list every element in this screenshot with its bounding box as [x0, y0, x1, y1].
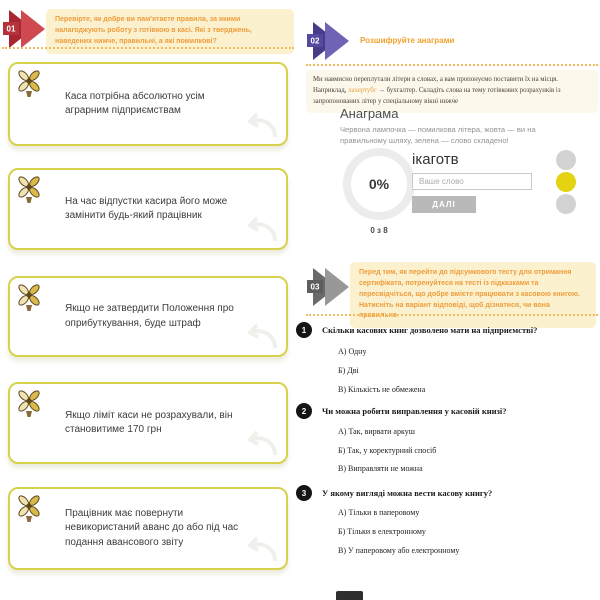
progress-percent: 0% [368, 176, 390, 192]
separator-dotted [2, 47, 294, 49]
flip-back-icon [242, 112, 278, 139]
svg-text:01: 01 [6, 24, 16, 34]
anagram-example-word: лахертубг [348, 86, 377, 94]
flip-card[interactable] [8, 62, 288, 146]
windmill-icon [16, 68, 42, 98]
question-number: 3 [296, 485, 312, 501]
progress-ring [343, 148, 415, 220]
card-statement: Якщо не затвердити Положення про оприбуткування, буде штраф [65, 303, 234, 329]
description-text: Ми навмисно переплутали літери в словах, а вам пропонуємо поставити їх на місця. Наприклад, [313, 76, 558, 94]
flip-card[interactable] [8, 487, 288, 570]
flip-card[interactable] [8, 168, 288, 250]
step-02-title: Розшифруйте анаграми [360, 36, 455, 45]
answer-option[interactable]: В) У паперовому або електронному [338, 546, 460, 555]
windmill-icon [16, 493, 42, 523]
flip-back-icon [242, 216, 278, 243]
answer-option[interactable]: А) Так, вирвати аркуш [338, 427, 415, 436]
svg-text:03: 03 [310, 282, 320, 292]
red-light-indicator [556, 150, 576, 170]
answer-input[interactable] [412, 173, 532, 190]
description-text: → бухгалтер. Складіть слова на тему готівкових розрахунків із запропонованих літер у спеціальному вікні нижче [313, 86, 561, 105]
answer-option[interactable]: А) Одну [338, 347, 367, 356]
separator-dotted [306, 64, 598, 66]
windmill-icon [16, 282, 42, 312]
card-statement: Каса потрібна абсолютно усім аграрним підприємствам [65, 90, 205, 116]
flip-card[interactable] [8, 276, 288, 357]
card-statement: На час відпустки касира його може замінити будь-який працівник [65, 195, 228, 221]
question-text: У якому вигляді можна вести касову книгу? [322, 488, 493, 498]
question-text: Скільки касових книг дозволено мати на підприємстві? [322, 325, 538, 335]
question-number: 1 [296, 322, 312, 338]
step-01-icon [2, 8, 48, 50]
anagram-title: Анаграма [340, 106, 399, 121]
answer-option[interactable]: Б) Тільки в електронному [338, 527, 426, 536]
card-statement: Працівник має повернути невикористаний аванс до або під час подання авансового звіту [65, 507, 239, 548]
flip-back-icon [242, 430, 278, 457]
green-light-indicator [556, 194, 576, 214]
question-number: 2 [296, 403, 312, 419]
progress-count: 0 з 8 [370, 226, 388, 235]
separator-dotted [306, 314, 598, 316]
next-button[interactable]: ДАЛІ [412, 196, 476, 213]
flip-card[interactable] [8, 382, 288, 464]
flip-back-icon [242, 323, 278, 350]
partially-visible-element [336, 591, 363, 600]
answer-option[interactable]: В) Виправляти не можна [338, 464, 423, 473]
anagram-hint: Червона лампочка — помилкова літера, жовта — ви на правильному шляху, зелена — слово складено! [340, 125, 536, 146]
card-statement: Якщо ліміт каси не розрахували, він становитиме 170 грн [65, 409, 233, 435]
question-text: Чи можна робити виправлення у касовій книзі? [322, 406, 507, 416]
answer-option[interactable]: Б) Так, у коректурний спосіб [338, 446, 437, 455]
flip-back-icon [242, 536, 278, 563]
step-03-icon [306, 266, 352, 308]
svg-text:02: 02 [310, 36, 320, 46]
yellow-light-indicator [556, 172, 576, 192]
answer-option[interactable]: Б) Дві [338, 366, 359, 375]
step-01-instruction: Перевірте, як добре ви пам'ятаєте правила, за якими налагоджують роботу з готівкою в касі. Які з тверджень, наведених нижче, правильні, а які помилкові? [46, 9, 294, 54]
step-03-instruction: Перед тим, як перейти до підсумкового тесту для отримання сертифіката, потренуйтеся на тесті із підказками та пересвідчіться, що добре вмієте працювати з касовою книгою. Натисніть на варіант відповіді, щоб дізнатися, чи вона правильна [350, 262, 596, 328]
answer-option[interactable]: А) Тільки в паперовому [338, 508, 420, 517]
windmill-icon [16, 388, 42, 418]
step-02-icon [306, 20, 352, 62]
answer-option[interactable]: В) Кількість не обмежена [338, 385, 426, 394]
windmill-icon [16, 174, 42, 204]
scrambled-word: ікаготв [412, 151, 459, 168]
